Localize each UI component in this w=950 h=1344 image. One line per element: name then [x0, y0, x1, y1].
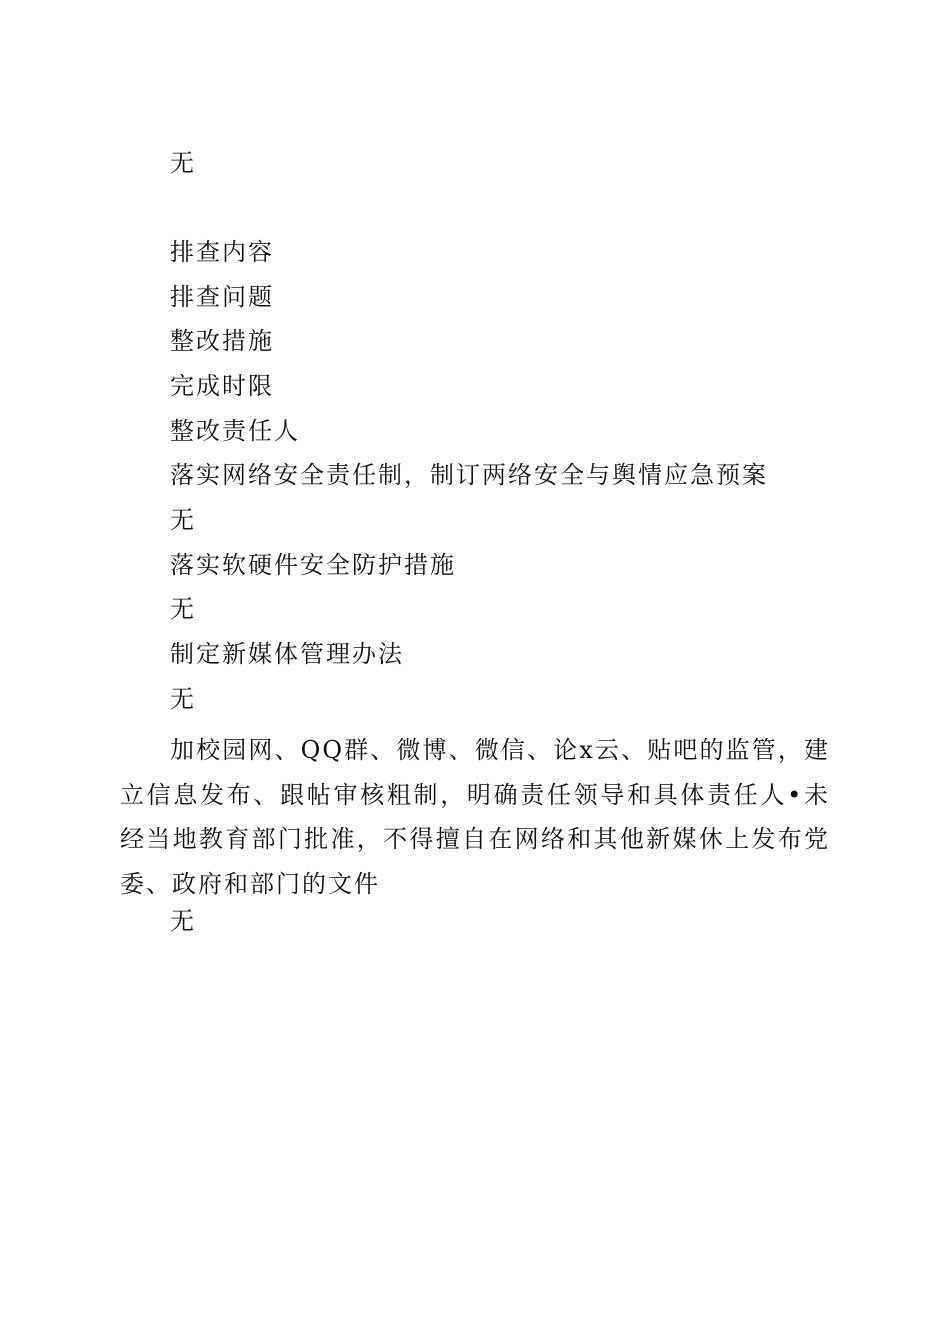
- text-line: 完成时限: [170, 372, 274, 400]
- text-line: 整改责任人: [170, 417, 300, 445]
- text-line: 制定新媒体管理办法: [170, 640, 404, 668]
- text-line: 落实软硬件安全防护措施: [170, 551, 456, 579]
- text-line: 排查内容: [170, 238, 274, 266]
- text-line: 无: [170, 685, 196, 713]
- text-line: 无: [170, 907, 196, 935]
- text-line: 排查问题: [170, 283, 274, 311]
- text-line: 落实网络安全责任制，制订两络安全与舆情应急预案: [170, 461, 768, 489]
- text-line: 无: [170, 149, 196, 177]
- text-line: 无: [170, 506, 196, 534]
- text-line: 整改措施: [170, 327, 274, 355]
- text-line: 无: [170, 595, 196, 623]
- body-paragraph: 加校园网、QQ群、微博、微信、论x云、贴吧的监管，建立信息发布、跟帖审核粗制，明确责任领导和具体责任人•未经当地教育部门批准，不得擅自在网络和其他新媒休上发布党委、政府和部门的文件: [120, 736, 830, 898]
